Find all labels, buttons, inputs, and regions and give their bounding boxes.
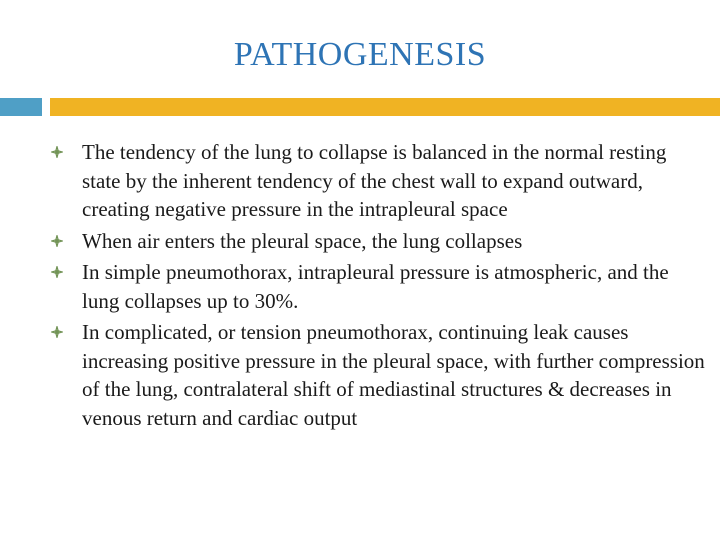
bullet-text: When air enters the pleural space, the lung collapses (82, 228, 523, 253)
bullet-item (50, 138, 710, 224)
slide-title: PATHOGENESIS (233, 36, 487, 73)
bullet-item (50, 258, 710, 315)
diamond-bullet-icon (51, 326, 63, 338)
diamond-bullet-icon (51, 266, 63, 278)
diamond-bullet-icon (51, 146, 63, 158)
diamond-bullet-icon (51, 235, 63, 247)
accent-bar-left (0, 98, 42, 116)
bullet-list (50, 138, 710, 435)
bullet-text: In complicated, or tension pneumothorax, continuing leak causes increasing positive pressure in the pleural space, with further compression of the lung, contralateral shift of mediastinal structures & decreases in venous return and cardiac output (82, 320, 705, 430)
bullet-text: The tendency of the lung to collapse is balanced in the normal resting state by the inherent tendency of the chest wall to expand outward, creating negative pressure in the intrapleural space (82, 140, 667, 221)
bullet-item (50, 227, 710, 256)
accent-bar-right (50, 98, 720, 116)
bullet-text: In simple pneumothorax, intrapleural pressure is atmospheric, and the lung collapses up to 30%. (82, 260, 669, 313)
bullet-item (50, 318, 710, 432)
